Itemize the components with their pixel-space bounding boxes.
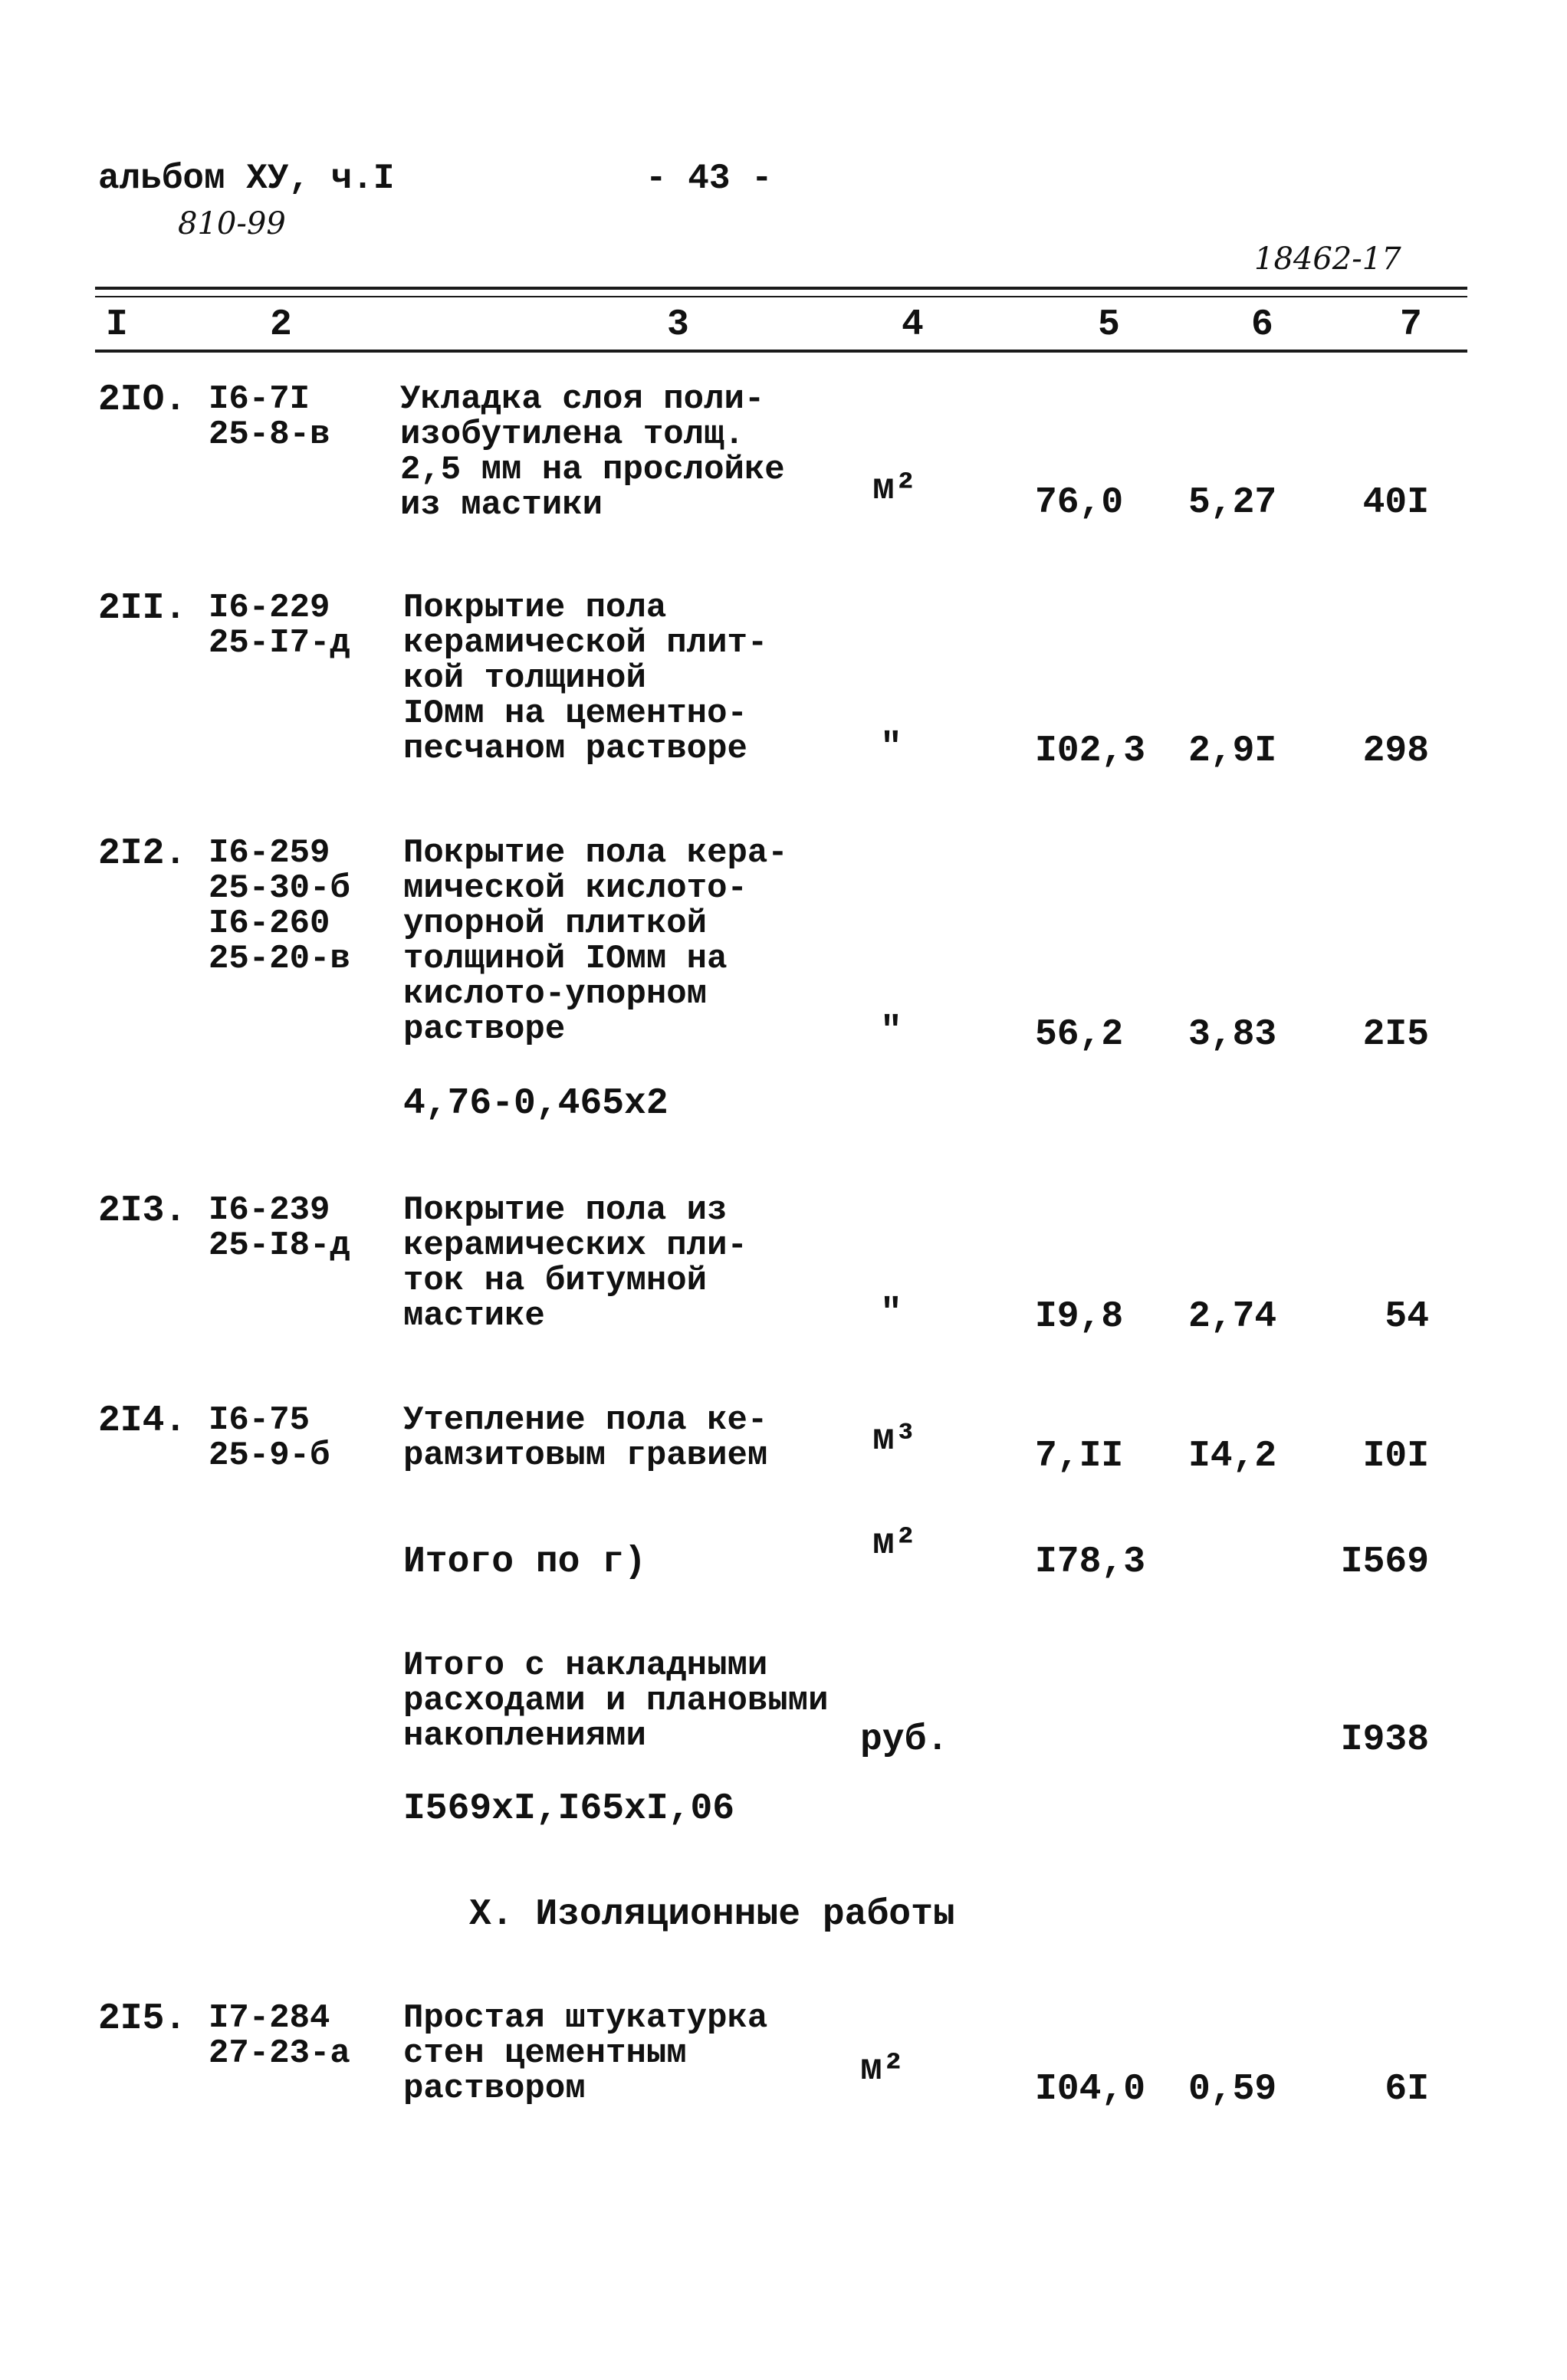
row-codes: I6-75 25-9-б [209,1401,330,1475]
overhead-label: Итого с накладными расходами и плановыми накоплениями [403,1646,829,1755]
subtotal-label: Итого по г) [403,1541,646,1583]
row-number: 2I5. [98,1998,187,2040]
page-number: - 43 - [646,159,773,199]
row-description: Покрытие пола керамической плит- кой толщиной IОмм на цементно- песчаном растворе [403,589,768,768]
row-description: Покрытие пола из керамических пли- ток на битумной мастике [403,1191,747,1335]
column-header-7: 7 [1400,304,1422,346]
column-header-3: 3 [667,304,689,346]
row-number: 2I3. [98,1190,187,1232]
row-unit-price: 3,83 [1188,1014,1277,1055]
row-description: Утепление пола ке- рамзитовым гравием [403,1401,768,1475]
row-formula: 4,76-0,465x2 [403,1083,669,1124]
row-unit: м³ [872,1419,917,1460]
row-unit-price: 5,27 [1188,482,1277,524]
album-reference: альбом ХУ, ч.I [98,159,395,199]
row-unit: " [880,1011,902,1052]
column-header-1: I [106,304,128,346]
row-number: 2IO. [98,379,187,421]
row-total: 54 [1385,1296,1429,1338]
row-quantity: 76,0 [1035,482,1124,524]
row-unit: м² [860,2049,905,2090]
subtotal-quantity: I78,3 [1035,1541,1146,1583]
row-number: 2II. [98,588,187,629]
column-header-2: 2 [270,304,292,346]
table-top-rule-thin [95,296,1467,297]
handwritten-note-right: 18462-17 [1254,241,1401,277]
row-number: 2I4. [98,1400,187,1442]
row-codes: I7-284 27-23-а [209,1999,350,2073]
column-header-5: 5 [1098,304,1120,346]
row-unit: " [880,1293,902,1334]
row-description: Простая штукатурка стен цементным раствором [403,1999,768,2108]
row-quantity: 7,II [1035,1436,1124,1477]
overhead-formula: I569xI,I65xI,06 [403,1788,735,1830]
row-total: 6I [1385,2069,1429,2110]
row-unit-price: 2,9I [1188,730,1277,772]
row-total: 2I5 [1362,1014,1429,1055]
handwritten-note-left: 810-99 [178,206,286,241]
row-description: Покрытие пола кера- мической кислото- упорной плиткой толщиной IОмм на кислото-упорном растворе [403,834,788,1049]
row-codes: I6-239 25-I8-д [209,1191,350,1265]
row-number: 2I2. [98,833,187,875]
row-unit: м² [872,468,917,510]
row-codes: I6-7I 25-8-в [209,380,330,454]
table-top-rule [95,287,1467,290]
overhead-total: I938 [1340,1719,1429,1761]
row-codes: I6-229 25-I7-д [209,589,350,662]
row-quantity: I02,3 [1035,730,1146,772]
overhead-unit: руб. [860,1719,949,1761]
row-quantity: 56,2 [1035,1014,1124,1055]
column-header-4: 4 [902,304,924,346]
subtotal-total: I569 [1340,1541,1429,1583]
row-codes: I6-259 25-30-б I6-260 25-20-в [209,834,350,978]
section-title: Х. Изоляционные работы [469,1894,955,1935]
row-unit-price: 2,74 [1188,1296,1277,1338]
row-unit: " [880,727,902,769]
row-description: Укладка слоя поли- изобутилена толщ. 2,5 мм на прослойке из мастики [400,380,785,524]
row-unit-price: I4,2 [1188,1436,1277,1477]
row-total: 40I [1362,482,1429,524]
row-total: I0I [1362,1436,1429,1477]
table-header-rule [95,350,1467,353]
row-unit-price: 0,59 [1188,2069,1277,2110]
row-total: 298 [1362,730,1429,772]
row-quantity: I9,8 [1035,1296,1124,1338]
column-header-6: 6 [1251,304,1273,346]
subtotal-unit: м² [872,1523,917,1564]
row-quantity: I04,0 [1035,2069,1146,2110]
